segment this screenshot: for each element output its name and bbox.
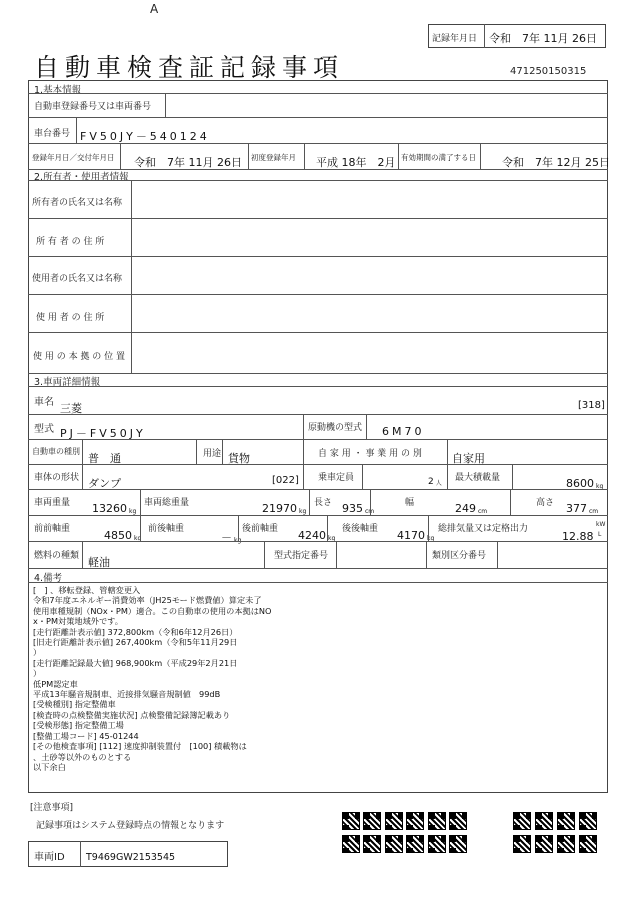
section4-heading: 4.備考 <box>34 573 63 584</box>
width-value: 249 <box>455 502 476 515</box>
max-load-label: 最大積載量 <box>455 473 501 483</box>
mark-a: A <box>150 2 159 16</box>
gross-weight-label: 車両総重量 <box>144 498 190 508</box>
issue-date-label: 登録年月日／交付年月日 <box>32 153 115 162</box>
qr-code-icon <box>579 835 597 853</box>
gross-weight-value: 21970 <box>262 502 297 515</box>
capacity-unit: 人 <box>435 480 442 487</box>
expiry-label: 有効期間の満了する日 <box>401 153 476 162</box>
engine-model: 6M70 <box>382 425 425 438</box>
capacity-label: 乗車定員 <box>318 473 355 483</box>
owner-address-label: 所 有 者 の 住 所 <box>36 237 105 247</box>
issue-date: 令和 7年 11月 26日 <box>134 156 242 169</box>
qr-code-icon <box>406 812 424 830</box>
gross-weight-unit: kg <box>299 508 307 515</box>
weight <box>92 502 138 515</box>
model: PJ－FV50JY <box>60 427 146 440</box>
height-label: 高さ <box>536 498 555 508</box>
model-label: 型式 <box>34 424 54 435</box>
weight-value: 13260 <box>92 502 127 515</box>
displacement-unit-l: L <box>598 531 602 538</box>
width-label: 幅 <box>405 498 415 508</box>
owner-name-label: 所有者の氏名又は名称 <box>32 198 123 208</box>
maker: 三菱 <box>60 402 82 415</box>
front-rear-axle-label: 前後軸重 <box>148 524 185 534</box>
length-unit: cm <box>365 508 375 515</box>
base-location-label: 使 用 の 本 拠 の 位 置 <box>33 352 126 362</box>
engine-label: 原動機の型式 <box>308 423 363 433</box>
rear-front-axle-label: 後前軸重 <box>242 524 279 534</box>
expiry-date: 令和 7年 12月 25日 <box>502 156 610 169</box>
notes-heading: [注意事項] <box>30 803 74 813</box>
qr-code-icon <box>535 835 553 853</box>
rear-front-axle-value: 4240 <box>298 529 326 542</box>
section3-heading: 3.車両詳細情報 <box>34 377 101 388</box>
fuel-label: 燃料の種類 <box>34 551 80 561</box>
user-name-label: 使用者の氏名又は名称 <box>32 274 123 284</box>
reg-no-label: 自動車登録番号又は車両番号 <box>34 102 152 112</box>
width <box>455 502 489 515</box>
qr-code-icon <box>449 835 467 853</box>
front-front-axle-unit: kg <box>134 535 142 542</box>
front-rear-axle-value: － <box>221 531 232 544</box>
record-date: 令和 7年 11月 26日 <box>489 32 597 45</box>
maker-code: [318] <box>578 400 605 411</box>
maker-label: 車名 <box>34 397 54 408</box>
displacement-unit-kw: kW <box>596 521 606 528</box>
qr-code-icon <box>428 835 446 853</box>
section2-heading: 2.所有者・使用者情報 <box>34 172 129 183</box>
qr-code-icon <box>513 835 531 853</box>
qr-code-icon <box>385 835 403 853</box>
qr-code-icon <box>363 835 381 853</box>
height <box>566 502 600 515</box>
qr-code-icon <box>557 835 575 853</box>
length <box>342 502 376 515</box>
qr-code-icon <box>513 812 531 830</box>
capacity <box>428 477 444 487</box>
vehicle-id: T9469GW2153545 <box>86 852 176 863</box>
body-shape: ダンプ <box>88 477 122 490</box>
rear-rear-axle-value: 4170 <box>397 529 425 542</box>
qr-code-icon <box>535 812 553 830</box>
front-rear-axle <box>221 529 243 545</box>
chassis-number: FV50JY－540124 <box>80 130 210 143</box>
qr-code-icon <box>579 812 597 830</box>
rear-rear-axle-label: 後後軸重 <box>342 524 379 534</box>
category-label: 類別区分番号 <box>432 551 487 561</box>
page-title: 自動車検査証記録事項 <box>34 53 345 82</box>
rear-front-axle-unit: kg <box>328 535 336 542</box>
record-date-label: 記録年月日 <box>432 34 478 44</box>
front-rear-axle-unit: kg <box>234 537 242 544</box>
purpose: 貨物 <box>228 452 250 465</box>
max-load-unit: kg <box>596 483 604 490</box>
notes-text: 記録事項はシステム登録時点の情報となります <box>36 821 225 831</box>
capacity-value: 2 <box>428 477 434 487</box>
qr-code-icon <box>428 812 446 830</box>
front-front-axle-label: 前前軸重 <box>34 524 71 534</box>
max-load-value: 8600 <box>566 477 594 490</box>
purpose-label: 用途 <box>203 449 222 459</box>
qr-code-icon <box>406 835 424 853</box>
qr-code-icon <box>557 812 575 830</box>
vehicle-type-label: 自動車の種別 <box>32 447 80 456</box>
qr-code-icon <box>363 812 381 830</box>
front-front-axle-value: 4850 <box>104 529 132 542</box>
remarks-text: [ ] 、移転登録、管轄変更入 令和7年度エネルギー消費効率（JH25モード燃費値）算定未了 使用車種規制（NOx・PM）適合。この自動車の使用の本拠はNO x・PM対策地域外です。 [走行距離計表示値] 372,800km（令和6年12月26日） [旧走行距離計表示値] 267,400km（令和5年11月29日 ） [走行距離記録最大値] 968,900km（平成29年2月21日 ） 低PM認定車 平成13年騒音規制車、近接排気騒音規制値 99dB [受検種別] 指定整備車 [検査時の点検整備実施状況] 点検整備記録簿記載あり [受検形態] 指定整備工場 [整備工場コード] 45-01244 [その他検査事項] [112] 速度抑制装置付 [100] 積載物は 、土砂等以外のものとする 以下余白 <box>33 585 272 772</box>
qr-code-icon <box>342 812 360 830</box>
designation-label: 型式指定番号 <box>274 551 329 561</box>
body-code: [022] <box>272 475 299 486</box>
vehicle-type: 普 通 <box>88 452 121 465</box>
gross-weight <box>262 502 308 515</box>
height-value: 377 <box>566 502 587 515</box>
width-unit: cm <box>478 508 488 515</box>
length-value: 935 <box>342 502 363 515</box>
height-unit: cm <box>589 508 599 515</box>
qr-code-icon <box>449 812 467 830</box>
user-address-label: 使 用 者 の 住 所 <box>36 313 105 323</box>
first-reg-date: 平成 18年 2月 <box>316 156 396 169</box>
business-type: 自家用 <box>452 452 485 465</box>
displacement-value: 12.88 <box>562 530 594 543</box>
vehicle-id-label: 車両ID <box>34 852 65 863</box>
doc-number: 471250150315 <box>510 66 587 77</box>
fuel-type: 軽油 <box>88 556 110 569</box>
business-label: 自 家 用 ・ 事 業 用 の 別 <box>318 449 422 459</box>
body-label: 車体の形状 <box>34 473 80 483</box>
rear-rear-axle-unit: kg <box>427 535 435 542</box>
qr-code-icon <box>385 812 403 830</box>
length-label: 長さ <box>314 498 333 508</box>
weight-label: 車両重量 <box>34 498 71 508</box>
qr-code-icon <box>342 835 360 853</box>
section1-heading: 1.基本情報 <box>34 85 82 96</box>
displacement-label: 総排気量又は定格出力 <box>438 524 529 534</box>
weight-unit: kg <box>129 508 137 515</box>
first-reg-label: 初度登録年月 <box>251 153 296 162</box>
chassis-label: 車台番号 <box>34 129 71 139</box>
